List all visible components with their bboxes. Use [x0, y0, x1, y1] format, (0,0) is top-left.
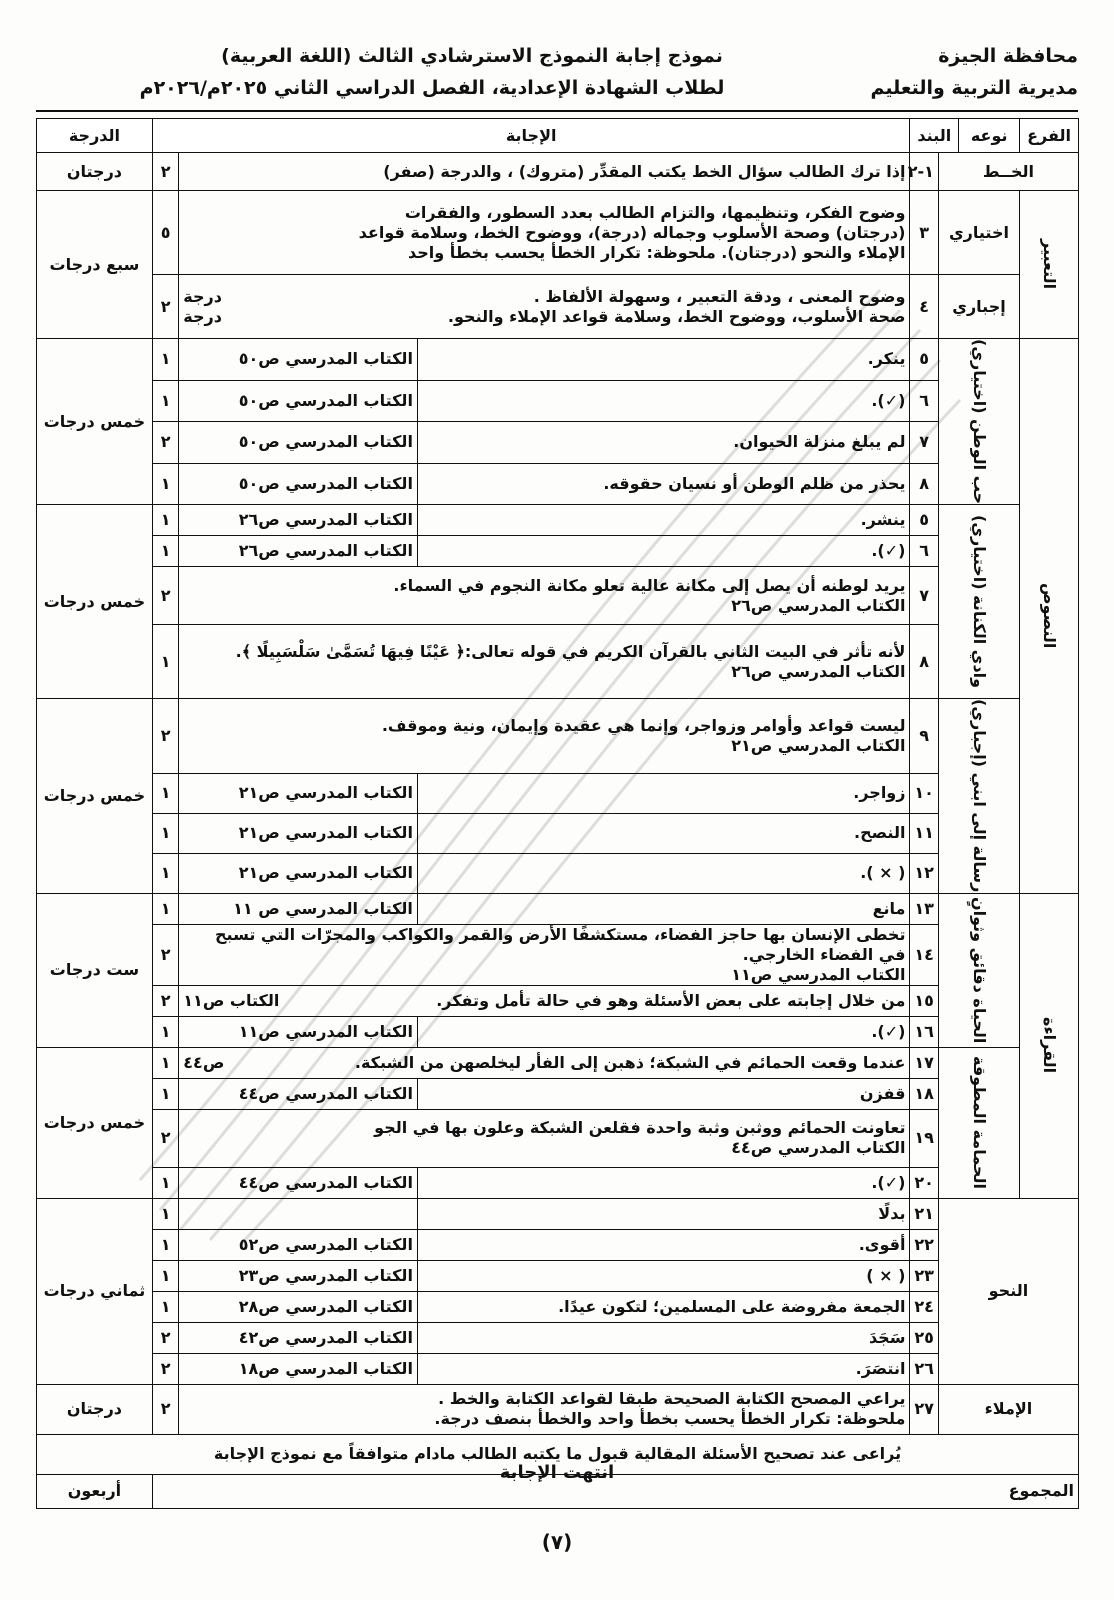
answer-text	[179, 191, 910, 275]
item-number: ٥	[910, 505, 938, 536]
textbook-ref: الكتاب المدرسي ص٢٨	[179, 1291, 418, 1322]
list-item	[37, 422, 1079, 464]
list-item	[37, 339, 1079, 381]
textbook-ref: الكتاب المدرسي ص٥٢	[179, 1229, 418, 1260]
type-ikhtiyari: اختياري	[938, 191, 1019, 275]
item-number: ٢٦	[910, 1353, 938, 1384]
answer-text	[179, 275, 910, 339]
col-answer-header: الإجابة	[152, 119, 910, 153]
list-item	[37, 985, 1079, 1016]
answer-text	[179, 1109, 910, 1167]
section-grade: خمس درجات	[37, 505, 153, 699]
item-number: ٨	[910, 625, 938, 699]
answer-text: سَجَدَ	[417, 1322, 910, 1353]
answer-line: يراعي المصحح الكتابة الصحيحة طبقا لقواعد الكتابة والخط .	[438, 1389, 906, 1409]
list-item	[37, 567, 1079, 625]
branch-imlaa: الإملاء	[938, 1384, 1078, 1434]
list-item	[37, 1016, 1079, 1047]
textbook-ref: الكتاب ص١١	[183, 990, 280, 1010]
branch-taabeer: التعبير	[1020, 191, 1079, 339]
type-hubb-al-watan: حب الوطن (اختياري)	[938, 339, 1019, 505]
item-number: ٩	[910, 699, 938, 774]
item-number: ٢٣	[910, 1260, 938, 1291]
header-divider	[36, 110, 1078, 112]
type-wadi-al-kinana: وادي الكنانة (اختياري)	[938, 505, 1019, 699]
textbook-ref: الكتاب المدرسي ص٢١	[179, 813, 418, 853]
line-points: درجة	[183, 306, 222, 326]
item-points: ١	[152, 1260, 178, 1291]
list-item	[37, 625, 1079, 699]
answer-text: (✓).	[417, 536, 910, 567]
item-number: ٢٠	[910, 1167, 938, 1198]
textbook-ref: الكتاب المدرسي ص٢١	[731, 736, 906, 755]
list-item	[37, 1109, 1079, 1167]
exam-title: نموذج إجابة النموذج الاسترشادي الثالث (اللغة العربية)	[221, 45, 723, 67]
item-points: ١	[152, 380, 178, 422]
answer-text	[179, 699, 910, 774]
item-points: ١	[152, 1078, 178, 1109]
item-number: ١٩	[910, 1109, 938, 1167]
item-points: ٢	[152, 567, 178, 625]
answer-text: مانع	[417, 893, 910, 924]
item-points: ٢	[152, 275, 178, 339]
answer-key-table	[36, 118, 1079, 1509]
section-grade: درجتان	[37, 153, 153, 191]
textbook-ref: الكتاب المدرسي ص٤٢	[179, 1322, 418, 1353]
item-points: ١	[152, 625, 178, 699]
answer-text	[179, 985, 910, 1016]
textbook-ref: الكتاب المدرسي ص٢١	[179, 853, 418, 893]
answer-line: صحة الأسلوب، ووضوح الخط، وسلامة قواعد الإملاء والنحو.	[447, 306, 906, 326]
type-risala: رسالة إلى ابني (إجباري)	[938, 699, 1019, 893]
section-grade: سبع درجات	[37, 191, 153, 339]
item-number: ٢٥	[910, 1322, 938, 1353]
answer-text	[179, 924, 910, 985]
answer-text: قفزن	[417, 1078, 910, 1109]
item-number: ٦	[910, 380, 938, 422]
answer-line: تخطى الإنسان بها حاجز الفضاء، مستكشفًا الأرض والقمر والكواكب والمجرّات التي تسبح في الفضاء الخارجي.	[215, 924, 906, 964]
textbook-ref: الكتاب المدرسي ص٤٤	[731, 1138, 906, 1158]
section-grade: خمس درجات	[37, 339, 153, 505]
item-number: ١٤	[910, 924, 938, 985]
answer-text: ينشر.	[417, 505, 910, 536]
khat-row	[37, 153, 1079, 191]
textbook-ref: الكتاب المدرسي ص٢٦	[179, 505, 418, 536]
list-item	[37, 536, 1079, 567]
section-grade: درجتان	[37, 1384, 153, 1434]
list-item	[37, 773, 1079, 813]
col-item-header: البند	[910, 119, 959, 153]
textbook-ref: الكتاب المدرسي ص٤٤	[179, 1078, 418, 1109]
type-al-hayat: الحياة دقائق وثوانٍ	[938, 893, 1019, 1047]
list-item	[37, 1078, 1079, 1109]
list-item	[37, 924, 1079, 985]
item-points: ٢	[152, 422, 178, 464]
item-number: ١٠	[910, 773, 938, 813]
answer-text	[179, 1384, 910, 1434]
list-item	[37, 699, 1079, 774]
answer-text: لم يبلغ منزلة الحيوان.	[417, 422, 910, 464]
section-grade: خمس درجات	[37, 699, 153, 893]
list-item	[37, 463, 1079, 505]
answer-text: (✓).	[417, 380, 910, 422]
item-points: ١	[152, 1229, 178, 1260]
list-item	[37, 813, 1079, 853]
taabeer-ijbari-row	[37, 275, 1079, 339]
type-ijbari: إجباري	[938, 275, 1019, 339]
item-points: ٢	[152, 1322, 178, 1353]
item-number: ٦	[910, 536, 938, 567]
col-type-header: نوعه	[959, 119, 1020, 153]
governorate-label: محافظة الجيزة	[938, 45, 1078, 67]
textbook-ref: الكتاب المدرسي ص٥٠	[179, 422, 418, 464]
line-points: درجة	[183, 286, 222, 306]
answer-text: ( × )	[417, 1260, 910, 1291]
answer-text: (✓).	[417, 1167, 910, 1198]
imlaa-row	[37, 1384, 1079, 1434]
item-number: ٢٧	[910, 1384, 938, 1434]
answer-text: إذا ترك الطالب سؤال الخط يكتب المقدِّر (متروك) ، والدرجة (صفر)	[179, 153, 910, 191]
total-value: أربعون	[37, 1474, 153, 1508]
page-number: (٧)	[541, 1530, 573, 1554]
textbook-ref: الكتاب المدرسي ص٢٣	[179, 1260, 418, 1291]
item-points: ١	[152, 773, 178, 813]
answer-text: زواجر.	[417, 773, 910, 813]
answer-text: بدلًا	[417, 1198, 910, 1229]
textbook-ref: الكتاب المدرسي ص١١	[731, 964, 906, 984]
answer-text	[179, 1047, 910, 1078]
textbook-ref: الكتاب المدرسي ص٥٠	[179, 339, 418, 381]
answer-line: ليست قواعد وأوامر وزواجر، وإنما هي عقيدة وإيمان، ونية وموقف.	[381, 716, 906, 735]
item-points: ١	[152, 1047, 178, 1078]
list-item	[37, 1167, 1079, 1198]
item-points: ٢	[152, 1353, 178, 1384]
section-grade: ست درجات	[37, 893, 153, 1047]
item-number: ٢١	[910, 1198, 938, 1229]
item-points: ١	[152, 463, 178, 505]
item-number: ١٧	[910, 1047, 938, 1078]
page-header	[36, 40, 1078, 104]
item-points: ٥	[152, 191, 178, 275]
list-item	[37, 893, 1079, 924]
section-grade: ثماني درجات	[37, 1198, 153, 1384]
item-number: ٧	[910, 422, 938, 464]
answer-text: يحذر من ظلم الوطن أو نسيان حقوقه.	[417, 463, 910, 505]
item-points: ١	[152, 339, 178, 381]
answer-line: الإملاء والنحو (درجتان). ملحوظة: تكرار الخطأ يحسب بخطأ واحد	[408, 242, 906, 262]
total-label: المجموع	[152, 1474, 1078, 1508]
item-number: ٣	[910, 191, 938, 275]
item-points: ١	[152, 536, 178, 567]
item-number: ١٦	[910, 1016, 938, 1047]
item-points: ٢	[152, 1109, 178, 1167]
list-item	[37, 1047, 1079, 1078]
list-item	[37, 1260, 1079, 1291]
item-number: ٢٢	[910, 1229, 938, 1260]
item-number: ٤	[910, 275, 938, 339]
col-branch-header: الفرع	[1020, 119, 1079, 153]
item-points: ١	[152, 1198, 178, 1229]
grading-note: يُراعى عند تصحيح الأسئلة المقالية قبول ما يكتبه الطالب مادام متوافقاً مع نموذج الإجابة	[37, 1434, 1079, 1474]
textbook-ref	[179, 1198, 418, 1229]
textbook-ref: الكتاب المدرسي ص٥٠	[179, 380, 418, 422]
list-item	[37, 505, 1079, 536]
branch-nahw: النحو	[938, 1198, 1078, 1384]
list-item	[37, 380, 1079, 422]
list-item	[37, 1198, 1079, 1229]
answer-text: انتصَرَ.	[417, 1353, 910, 1384]
list-item	[37, 1322, 1079, 1353]
item-number: ٧	[910, 567, 938, 625]
textbook-ref: ص٤٤	[183, 1052, 225, 1072]
textbook-ref: الكتاب المدرسي ص٢٦	[731, 661, 906, 681]
textbook-ref: الكتاب المدرسي ص١١	[179, 1016, 418, 1047]
list-item	[37, 1353, 1079, 1384]
answer-text	[179, 625, 910, 699]
textbook-ref: الكتاب المدرسي ص٢٦	[179, 536, 418, 567]
textbook-ref: الكتاب المدرسي ص٥٠	[179, 463, 418, 505]
answer-line: عندما وقعت الحمائم في الشبكة؛ ذهبن إلى الفأر ليخلصهن من الشبكة.	[354, 1052, 906, 1072]
item-number: ١٢	[910, 853, 938, 893]
exam-subtitle: لطلاب الشهادة الإعدادية، الفصل الدراسي الثاني ٢٠٢٥م/٢٠٢٦م	[139, 77, 725, 99]
item-points: ١	[152, 853, 178, 893]
item-points: ٢	[152, 1384, 178, 1434]
item-number: ٢٤	[910, 1291, 938, 1322]
answer-line: وضوح المعنى ، ودقة التعبير ، وسهولة الألفاظ .	[533, 286, 906, 306]
answer-text: ( × ).	[417, 853, 910, 893]
list-item	[37, 853, 1079, 893]
textbook-ref: الكتاب المدرسي ص١٨	[179, 1353, 418, 1384]
directorate-label: مديرية التربية والتعليم	[870, 77, 1078, 99]
item-points: ١	[152, 505, 178, 536]
section-grade: خمس درجات	[37, 1047, 153, 1198]
list-item	[37, 1291, 1079, 1322]
answer-line: يريد لوطنه أن يصل إلى مكانة عالية تعلو مكانة النجوم في السماء.	[393, 575, 906, 595]
item-number: ١٣	[910, 893, 938, 924]
item-points: ١	[152, 1167, 178, 1198]
answer-line: (درجتان) وصحة الأسلوب وجماله (درجة)، ووضوح الخط، وسلامة قواعد	[358, 222, 906, 242]
item-number: ١١	[910, 813, 938, 853]
answer-line: لأنه تأثر في البيت الثاني بالقرآن الكريم في قوله تعالى:﴿ عَيْنًا فِيهَا تُسَمَّىٰ سَلْسَبِيلًا ﴾.	[235, 641, 906, 661]
textbook-ref: الكتاب المدرسي ص٤٤	[179, 1167, 418, 1198]
textbook-ref: الكتاب المدرسي ص٢١	[179, 773, 418, 813]
item-points: ٢	[152, 924, 178, 985]
branch-qiraa: القراءة	[1020, 893, 1079, 1198]
branch-khat: الخــط	[938, 153, 1078, 191]
item-points: ١	[152, 1016, 178, 1047]
list-item	[37, 1229, 1079, 1260]
textbook-ref: الكتاب المدرسي ص٢٦	[731, 595, 906, 615]
item-number: ١٥	[910, 985, 938, 1016]
answer-line: ملحوظة: تكرار الخطأ يحسب بخطأ واحد والخطأ بنصف درجة.	[434, 1409, 906, 1429]
item-number: ٨	[910, 463, 938, 505]
item-number: ١-٢	[910, 153, 938, 191]
answer-text: الجمعة مفروضة على المسلمين؛ لتكون عيدًا.	[417, 1291, 910, 1322]
textbook-ref: الكتاب المدرسي ص ١١	[179, 893, 418, 924]
item-points: ١	[152, 1291, 178, 1322]
item-number: ٥	[910, 339, 938, 381]
answer-line: من خلال إجابته على بعض الأسئلة وهو في حالة تأمل وتفكر.	[436, 990, 906, 1010]
item-points: ٢	[152, 153, 178, 191]
item-points: ٢	[152, 985, 178, 1016]
item-points: ١	[152, 893, 178, 924]
item-points: ٢	[152, 699, 178, 774]
item-number: ١٨	[910, 1078, 938, 1109]
answer-text: النصح.	[417, 813, 910, 853]
answer-text	[179, 567, 910, 625]
type-al-hamama: الحمامة المطوقة	[938, 1047, 1019, 1198]
taabeer-ikhtiyari-row	[37, 191, 1079, 275]
item-points: ١	[152, 813, 178, 853]
branch-nusus: النصوص	[1020, 339, 1079, 894]
answer-line: وضوح الفكر، وتنظيمها، والتزام الطالب بعدد السطور، والفقرات	[404, 202, 906, 222]
answer-line: تعاونت الحمائم ووثبن وثبة واحدة فقلعن الشبكة وعلون بها في الجو	[374, 1118, 906, 1138]
col-grade-header: الدرجة	[37, 119, 153, 153]
answer-text: (✓).	[417, 1016, 910, 1047]
end-of-answers: انتهت الإجابة	[499, 1462, 615, 1483]
answer-text: ينكر.	[417, 339, 910, 381]
answer-text: أقوى.	[417, 1229, 910, 1260]
